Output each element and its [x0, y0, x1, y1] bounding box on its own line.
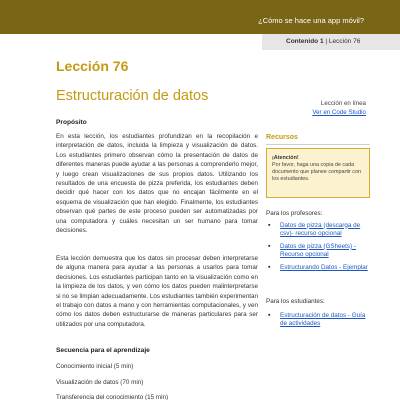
- lesson-number: Lección 76: [56, 58, 129, 74]
- resource-link-activity-guide[interactable]: Estructuración de datos - Guía de actividades: [280, 311, 366, 328]
- sequence-item: Transferencia del conocimiento (15 min): [56, 394, 169, 400]
- resources-divider: [266, 144, 370, 145]
- resource-link-pizza-gsheets[interactable]: Datos de pizza (GSheets) - Recurso opcional: [280, 242, 356, 259]
- bullet-icon: ▪: [268, 263, 271, 271]
- online-lesson-label: Lección en línea: [320, 100, 366, 107]
- bullet-icon: ▪: [268, 221, 271, 229]
- purpose-heading: Propósito: [56, 119, 87, 126]
- resource-link-exemplar[interactable]: Estructurando Datos - Ejemplar: [280, 263, 368, 271]
- list-item: [266, 222, 374, 239]
- purpose-section: [56, 118, 258, 127]
- students-label: Para los estudiantes:: [266, 298, 325, 305]
- sequence-item: Visualización de datos (70 min): [56, 379, 144, 386]
- sequence-item: Conocimiento inicial (5 min): [56, 363, 134, 370]
- teacher-resources: [266, 210, 374, 273]
- list-item: [266, 243, 374, 260]
- purpose-paragraph-2: Esta lección demuestra que los datos sin procesar deben interpretarse de alguna manera para ayudar a las personas a usarlos para tomar decisiones. Los estudiantes participan tanto en la visualización como en la limpieza de los datos, y ven cómo los datos pueden malinterpretarse si no se limpian adecuadamente. Los estudiantes también experimentan el trabajo con datos a mano y con herramientas computacionales, y ven cómo los datos deben estructurarse de maneras particulares para ser utilizados por una computadora.: [56, 255, 258, 328]
- bullet-icon: ▪: [268, 311, 271, 319]
- sequence-section: [56, 346, 258, 355]
- teachers-label: Para los profesores:: [266, 210, 323, 217]
- page-title: Estructuración de datos: [56, 88, 209, 104]
- code-studio-link[interactable]: Ver en Code Studio: [312, 108, 366, 116]
- student-resources: [266, 298, 374, 329]
- breadcrumb-separator: |: [325, 38, 328, 45]
- breadcrumb-content[interactable]: Contenido 1: [286, 38, 324, 45]
- attention-callout: [266, 148, 370, 198]
- purpose-paragraph-2-block: [56, 254, 258, 329]
- purpose-paragraph-1-block: [56, 132, 258, 235]
- list-item: [266, 264, 374, 273]
- code-studio-block: [300, 100, 366, 117]
- attention-heading: ¡Atención!: [272, 155, 299, 161]
- course-title: ¿Cómo se hace una app móvil?: [258, 16, 364, 25]
- list-item: [266, 312, 374, 329]
- breadcrumb: [262, 34, 400, 50]
- sequence-heading: Secuencia para el aprendizaje: [56, 347, 150, 354]
- resources-heading: Recursos: [266, 134, 298, 141]
- attention-text: Por favor, haga una copia de cada documento que planee compartir con los estudiantes.: [272, 162, 362, 182]
- breadcrumb-text: [286, 38, 360, 45]
- top-bar: [0, 0, 400, 34]
- resource-link-pizza-csv[interactable]: Datos de pizza (descarga de csv)- recurso opcional: [280, 221, 361, 238]
- bullet-icon: ▪: [268, 242, 271, 250]
- breadcrumb-lesson: Lección 76: [328, 38, 361, 45]
- purpose-paragraph-1: En esta lección, los estudiantes profundizan en la recopilación e interpretación de datos, incluida la limpieza y visualización de datos. Los estudiantes primero observan cómo la presentación de datos de diferentes maneras puede ayudar a las personas a comprenderlo mejor, y luego crean visualizaciones de sus propios datos. Utilizando los resultados de una encuesta de pizza preferida, los estudiantes deben decidir qué hacer con los datos que no encajan fácilmente en el esquema de visualización que han elegido. Finalmente, los estudiantes observan qué partes de este proceso pueden ser automatizadas por una computadora y cuáles necesitan un ser humano para tomar decisiones.: [56, 133, 258, 235]
